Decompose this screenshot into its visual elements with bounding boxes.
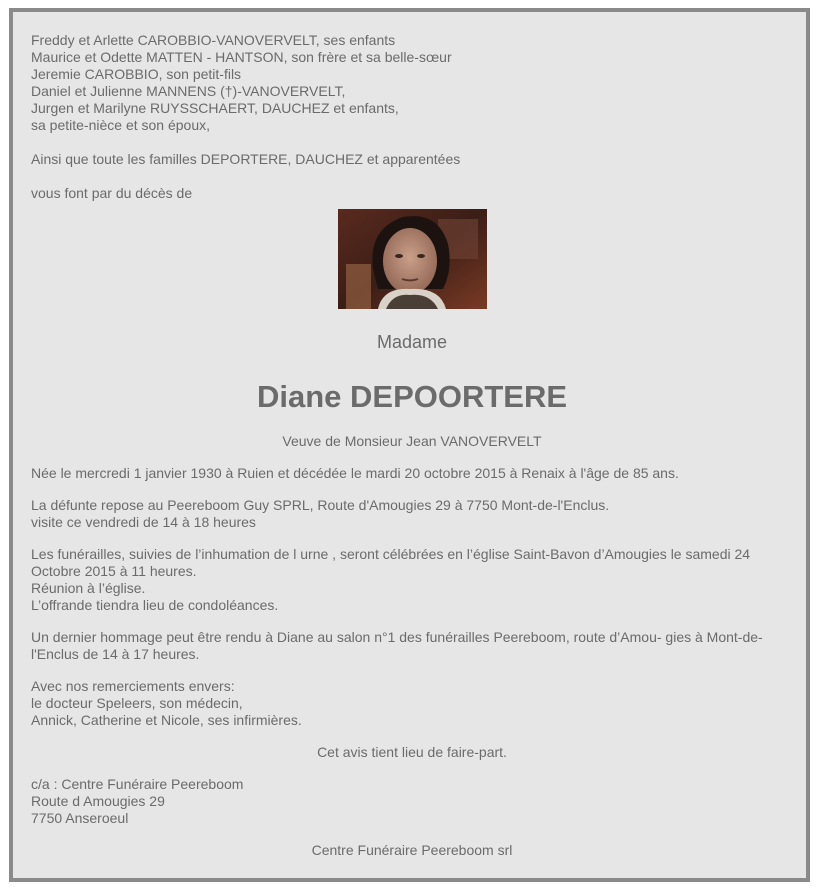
funeral-text: Les funérailles, suivies de l’inhumation de l urne , seront célébrées en l’église Saint-Bavon d’Amougies le samedi 24 xyxy=(31,546,751,562)
address-block xyxy=(31,776,793,827)
address-line: Route d Amougies 29 xyxy=(31,793,165,809)
tribute-paragraph xyxy=(31,629,793,663)
obituary-content xyxy=(31,32,793,859)
address-line: 7750 Anseroeul xyxy=(31,810,129,826)
announcement: vous font par du décès de xyxy=(31,185,193,201)
family-line: sa petite-nièce et son époux, xyxy=(31,117,211,133)
thanks-line: Annick, Catherine et Nicole, ses infirmières. xyxy=(31,712,302,728)
address-line: c/a : Centre Funéraire Peereboom xyxy=(31,776,244,792)
widow-of: Veuve de Monsieur Jean VANOVERVELT xyxy=(282,433,542,449)
family-line: Maurice et Odette MATTEN - HANTSON, son frère et sa belle-sœur xyxy=(31,49,452,65)
family-line: Daniel et Julienne MANNENS (†)-VANOVERVELT, xyxy=(31,83,346,99)
birth-death-text: Née le mercredi 1 janvier 1930 à Ruien et décédée le mardi 20 octobre 2015 à Renaix à l'âge de 85 ans. xyxy=(31,465,679,481)
deceased-name: Diane DEPOORTERE xyxy=(256,379,568,414)
footer-text: Centre Funéraire Peereboom srl xyxy=(311,842,513,858)
family-list xyxy=(31,32,793,134)
repose-text: La défunte repose au Peereboom Guy SPRL, Route d'Amougies 29 à 7750 Mont-de-l'Enclus. xyxy=(31,497,610,513)
tribute-text: l'Enclus de 14 à 17 heures. xyxy=(31,646,200,662)
thanks-paragraph xyxy=(31,678,793,729)
deceased-photo xyxy=(338,209,487,309)
funeral-paragraph xyxy=(31,546,793,614)
visit-text: visite ce vendredi de 14 à 18 heures xyxy=(31,514,256,530)
obituary-card xyxy=(9,8,810,882)
repose-paragraph xyxy=(31,497,793,531)
family-line: Jeremie CAROBBIO, son petit-fils xyxy=(31,66,242,82)
family-line: Jurgen et Marilyne RUYSSCHAERT, DAUCHEZ et enfants, xyxy=(31,100,399,116)
notice-text: Cet avis tient lieu de faire-part. xyxy=(317,744,507,760)
extended-family: Ainsi que toute les familles DEPORTERE, DAUCHEZ et apparentées xyxy=(31,151,461,167)
tribute-text: Un dernier hommage peut être rendu à Diane au salon n°1 des funérailles Peereboom, route d’Amou- gies à Mont-de- xyxy=(31,629,763,645)
offering-text: L’offrande tiendra lieu de condoléances. xyxy=(31,597,279,613)
family-line: Freddy et Arlette CAROBBIO-VANOVERVELT, ses enfants xyxy=(31,32,396,48)
reunion-text: Réunion à l’église. xyxy=(31,580,146,596)
thanks-line: le docteur Speleers, son médecin, xyxy=(31,695,243,711)
thanks-line: Avec nos remerciements envers: xyxy=(31,678,235,694)
birth-death-paragraph xyxy=(31,465,793,482)
funeral-text: Octobre 2015 à 11 heures. xyxy=(31,563,197,579)
deceased-title: Madame xyxy=(376,332,448,352)
